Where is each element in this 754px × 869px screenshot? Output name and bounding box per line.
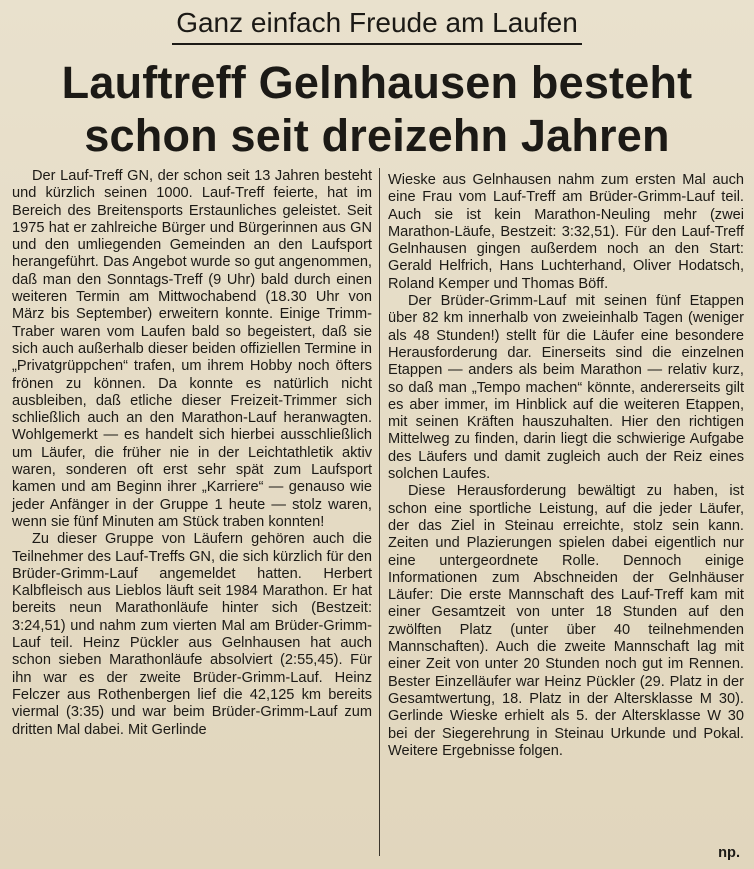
kicker-text: Ganz einfach Freude am Laufen <box>172 6 582 45</box>
headline-line-2: schon seit dreizehn Jahren <box>84 110 670 161</box>
headline-line-1: Lauftreff Gelnhausen besteht <box>61 57 693 108</box>
column-right <box>388 172 744 760</box>
kicker <box>0 6 754 45</box>
byline: np. <box>718 845 740 861</box>
paragraph: Der Lauf-Treff GN, der schon seit 13 Jahren besteht und kürzlich seinen 1000. Lauf-Treff feierte, hat im Bereich des Breitensports Erstaunliches geleistet. Seit 1975 hat er zahlreiche Bürger und Bürgerinnen aus GN und den umliegenden Gemeinden an den Laufsport herangeführt. Das Angebot wurde so gut angenommen, daß man den Sonntags-Treff (9 Uhr) bald durch einen weiteren Termin am Mittwochabend (18.30 Uhr von März bis September) erweitern konnte. Einige Trimm-Traber waren vom Laufen bald so begeistert, daß sie sich auch außerhalb dieser beiden offiziellen Termine in „Privatgrüppchen“ trafen, um ihrem Hobby noch öfters frönen zu können. Da konnte es natürlich nicht ausbleiben, daß etliche dieser Freizeit-Trimmer sich schließlich auch an den Marathon-Lauf heranwagten. Wohlgemerkt — es handelt sich hierbei ausschließlich um Läufer, die früher nie in der Leichtathletik aktiv waren, sonderen oft erst sehr spät zum Laufsport kamen und am Beginn ihrer „Karriere“ — genauso wie jeder Anfänger in der Gruppe 1 heute — stolz waren, wenn sie fünf Minuten am Stück traben konnten! <box>12 168 372 530</box>
column-divider <box>379 168 380 856</box>
paragraph: Wieske aus Gelnhausen nahm zum ersten Mal auch eine Frau vom Lauf-Treff am Brüder-Grimm-Lauf teil. Auch sie ist kein Marathon-Neuling mehr (zwei Marathon-Läufe, Bestzeit: 3:32,51). Für den Lauf-Treff Gelnhausen gingen außerdem noch an den Start: Gerald Helfrich, Hans Luchterhand, Oliver Hodatsch, Roland Kemper und Thomas Böff. <box>388 172 744 292</box>
column-left <box>12 168 372 739</box>
paragraph: Diese Herausforderung bewältigt zu haben, ist schon eine sportliche Leistung, auf die jeder Läufer, der das Ziel in Steinau erreichte, stolz sein kann. Zeiten und Plazierungen spielen dabei eigentlich nur eine untergeordnete Rolle. Dennoch einige Informationen zum Abschneiden der Gelnhäuser Läufer: Die erste Mannschaft des Lauf-Treff kam mit einer Gesamtzeit von unter 18 Stunden auf den zwölften Platz (unter über 40 teilnehmenden Mannschaften). Auch die zweite Mannschaft lag mit einer Zeit von unter 20 Stunden noch gut im Rennen. Bester Einzelläufer war Heinz Pückler (29. Platz in der Gesamtwertung, 18. Platz in der Altersklasse M 30). Gerlinde Wieske erhielt als 5. der Altersklasse W 30 bei der Siegerehrung in Steinau Urkunde und Pokal. Weitere Ergebnisse folgen. <box>388 483 744 759</box>
paragraph: Der Brüder-Grimm-Lauf mit seinen fünf Etappen über 82 km innerhalb von zweieinhalb Tagen (weniger als 48 Stunden!) stellt für die Läufer eine besondere Herausforderung dar. Einerseits sind die einzelnen Etappen — anders als beim Marathon — relativ kurz, so daß man „Tempo machen“ könnte, andererseits gilt es aber immer, im Hinblick auf die weiteren Etappen, mit seinen Kräften hauszuhalten. Hier den richtigen Mittelweg zu finden, darin liegt die schwierige Aufgabe des Läufers und damit zugleich auch der Reiz eines solchen Laufes. <box>388 293 744 483</box>
paragraph: Zu dieser Gruppe von Läufern gehören auch die Teilnehmer des Lauf-Treffs GN, die sich kürzlich für den Brüder-Grimm-Lauf angemeldet hatten. Herbert Kalbfleisch aus Lieblos läuft seit 1984 Marathon. Er hat bereits neun Marathonläufe hinter sich (Bestzeit: 3:24,51) und nahm zum vierten Mal am Brüder-Grimm-Lauf teil. Heinz Pückler aus Gelnhausen hat auch schon sieben Marathonläufe absolviert (2:55,45). Für ihn war es der zweite Brüder-Grimm-Lauf. Heinz Felczer aus Rothenbergen lief die 42,125 km bereits viermal (3:35) und war beim Brüder-Grimm-Lauf zum dritten Mal dabei. Mit Gerlinde <box>12 531 372 738</box>
headline <box>10 56 744 162</box>
